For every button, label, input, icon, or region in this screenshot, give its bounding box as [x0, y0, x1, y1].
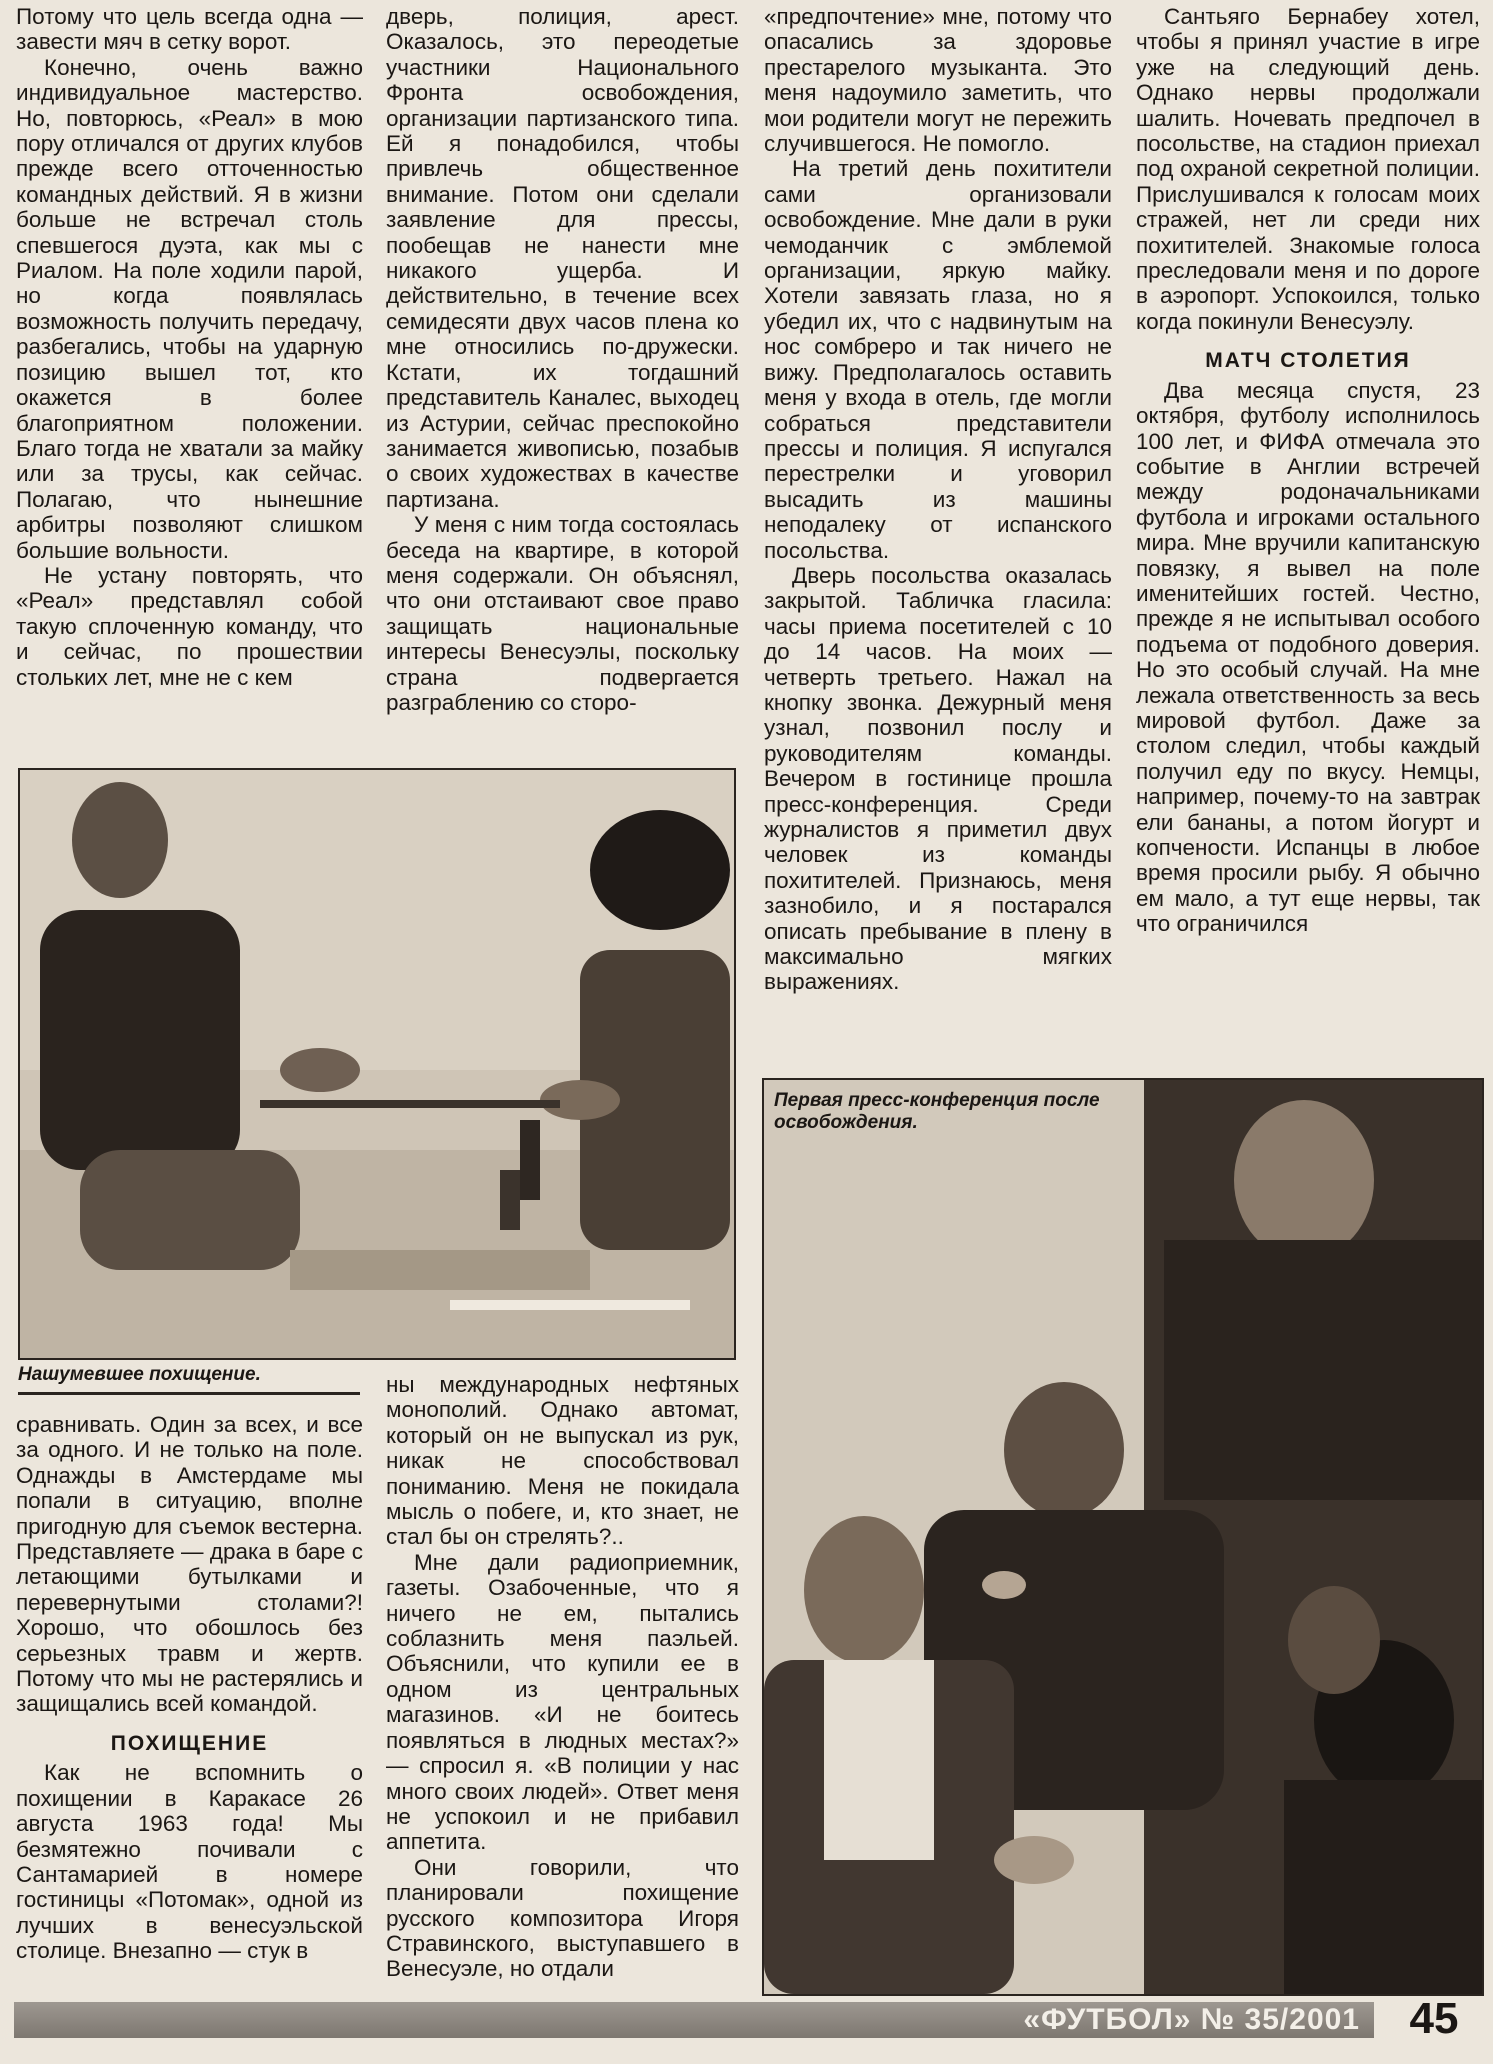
- footer-magazine-issue: «ФУТБОЛ» № 35/2001: [1023, 2003, 1360, 2036]
- section-heading: МАТЧ СТОЛЕТИЯ: [1205, 349, 1411, 373]
- paragraph: «предпочтение» мне, потому что опасались за здоровье престарелого музыканта. Это меня надоумило заметить, что мои родители могут не пережить случившегося. Не помогло.: [764, 4, 1112, 157]
- column-2-bottom: [386, 1372, 739, 1994]
- page-number: 45: [1409, 1994, 1459, 2043]
- paragraph: сравнивать. Один за всех, и все за одного. И не только на поле. Однажды в Амстердаме мы попали в ситуацию, вполне пригодную для съемок вестерна. Представляете — драка в баре с летающими бутылками и перевернутыми столами?! Хорошо, что обошлось без серьезных травм и жертв. Потому что мы не растерялись и защищались всей командой.: [16, 1412, 363, 1717]
- column-2-top: [386, 4, 739, 756]
- paragraph: ны международных нефтяных монополий. Однако автомат, который он не выпускал из рук, никак не способствовал пониманию. Меня не покидала мысль о побеге, и, кто знает, не стал бы он стрелять?..: [386, 1372, 739, 1550]
- photo-press-conference-image: [764, 1080, 1482, 1994]
- paragraph: Мне дали радиоприемник, газеты. Озабоченные, что я ничего не ем, пытались соблазнить меня паэльей. Объяснили, что купили ее в одном из центральных магазинов. «И не боитесь появляться в людных местах?» — спросил я. «В полиции у нас много своих людей». Ответ меня не успокоил и не прибавил аппетита.: [386, 1549, 739, 1855]
- photo-press-conference-caption: Первая пресс-конференция после освобождения.: [774, 1090, 1100, 1133]
- paragraph: Дверь посольства оказалась закрытой. Табличка гласила: часы приема посетителей с 10 до 14 часов. На моих — четверть третьего. Нажал на кнопку звонка. Дежурный меня узнал, позвонил послу и руководителям команды. Вечером в гостинице прошла пресс-конференция. Среди журналистов я приметил двух человек из команды похитителей. Признаюсь, меня зазнобило, и я постарался описать пребывание в плену в максимально мягких выражениях.: [764, 562, 1112, 995]
- column-1-top: [16, 4, 363, 756]
- paragraph: дверь, полиция, арест. Оказалось, это переодетые участники Национального Фронта освобождения, организации партизанского типа. Ей я понадобился, чтобы привлечь общественное внимание. Потом они сделали заявление для прессы, пообещав не нанести мне никакого ущерба. И действительно, в течение всех семидесяти двух часов плена ко мне относились по-дружески. Кстати, их тогдашний представитель Каналес, выходец из Астурии, сейчас преспокойно занимается живописью, позабыв о своих художествах в качестве партизана.: [386, 4, 739, 512]
- paragraph: Не устану повторять, что «Реал» представлял собой такую сплоченную команду, что и сейчас, по прошествии стольких лет, мне не с кем: [16, 562, 363, 690]
- photo-press-conference: [762, 1078, 1484, 1996]
- column-4: [1136, 4, 1480, 1062]
- paragraph: Сантьяго Бернабеу хотел, чтобы я принял участие в игре уже на следующий день. Однако нервы продолжали шалить. Ночевать предпочел в посольстве, на стадион приехал под охраной секретной полиции. Прислушивался к голосам моих стражей, нет ли среди них похитителей. Знакомые голоса преследовали меня и по дороге в аэропорт. Успокоился, только когда покинули Венесуэлу.: [1136, 4, 1480, 334]
- paragraph: У меня с ним тогда состоялась беседа на квартире, в которой меня содержали. Он объяснял, что они отстаивают свое право защищать национальные интересы Венесуэлы, поскольку страна подвергается разграблению со сторо-: [386, 512, 739, 715]
- paragraph: Они говорили, что планировали похищение русского композитора Игоря Стравинского, выступавшего в Венесуэле, но отдали: [386, 1854, 739, 1982]
- section-heading: ПОХИЩЕНИЕ: [110, 1731, 269, 1755]
- caption-rule: [18, 1392, 360, 1395]
- paragraph: Как не вспомнить о похищении в Каракасе 26 августа 1963 года! Мы безмятежно почивали с Сантамарией в номере гостиницы «Потомак», одной из лучших в венесуэльской столице. Внезапно — стук в: [16, 1760, 363, 1964]
- paragraph: Два месяца спустя, 23 октября, футболу исполнилось 100 лет, и ФИФА отмечала это событие в Англии встречей между родоначальниками футбола и игроками остального мира. Мне вручили капитанскую повязку, я вывел на поле именитейших гостей. Честно, прежде я не испытывал особого подъема от подобного доверия. Но это особый случай. На мне лежала ответственность за весь мировой футбол. Даже за столом следил, чтобы каждый получил еду по вкусу. Немцы, например, почему-то на завтрак ели бананы, а потом йогурт и копчености. Испанцы в любое время просили рыбу. Я обычно ем мало, а тут еще нервы, так что ограничился: [1136, 377, 1480, 937]
- paragraph: На третий день похитители сами организовали освобождение. Мне дали в руки чемоданчик с эмблемой организации, яркую майку. Хотели завязать глаза, но я убедил их, что с надвинутым на нос сомбреро и так ничего не вижу. Предполагалось оставить меня у входа в отель, где могли собраться представители прессы и полиция. Я испугался перестрелки и уговорил высадить из машины неподалеку от испанского посольства.: [764, 156, 1112, 563]
- column-3-top: [764, 4, 1112, 1062]
- photo-kidnapping: [18, 768, 736, 1360]
- paragraph: Потому что цель всегда одна — завести мяч в сетку ворот.: [16, 4, 363, 55]
- column-1-bottom: [16, 1412, 363, 1994]
- photo-kidnapping-caption: Нашумевшее похищение.: [18, 1364, 261, 1385]
- paragraph: Конечно, очень важно индивидуальное мастерство. Но, повторюсь, «Реал» в мою пору отличался от других клубов прежде всего отточенностью командных действий. Я в жизни больше не встречал столь спевшегося дуэта, как мы с Риалом. На поле ходили парой, но когда появлялась возможность получить передачу, разбегались, чтобы на ударную позицию вышел тот, кто окажется в более благоприятном положении. Благо тогда не хватали за майку или за трусы, как сейчас. Полагаю, что нынешние арбитры позволяют слишком большие вольности.: [16, 54, 363, 563]
- photo-kidnapping-image: [20, 770, 734, 1358]
